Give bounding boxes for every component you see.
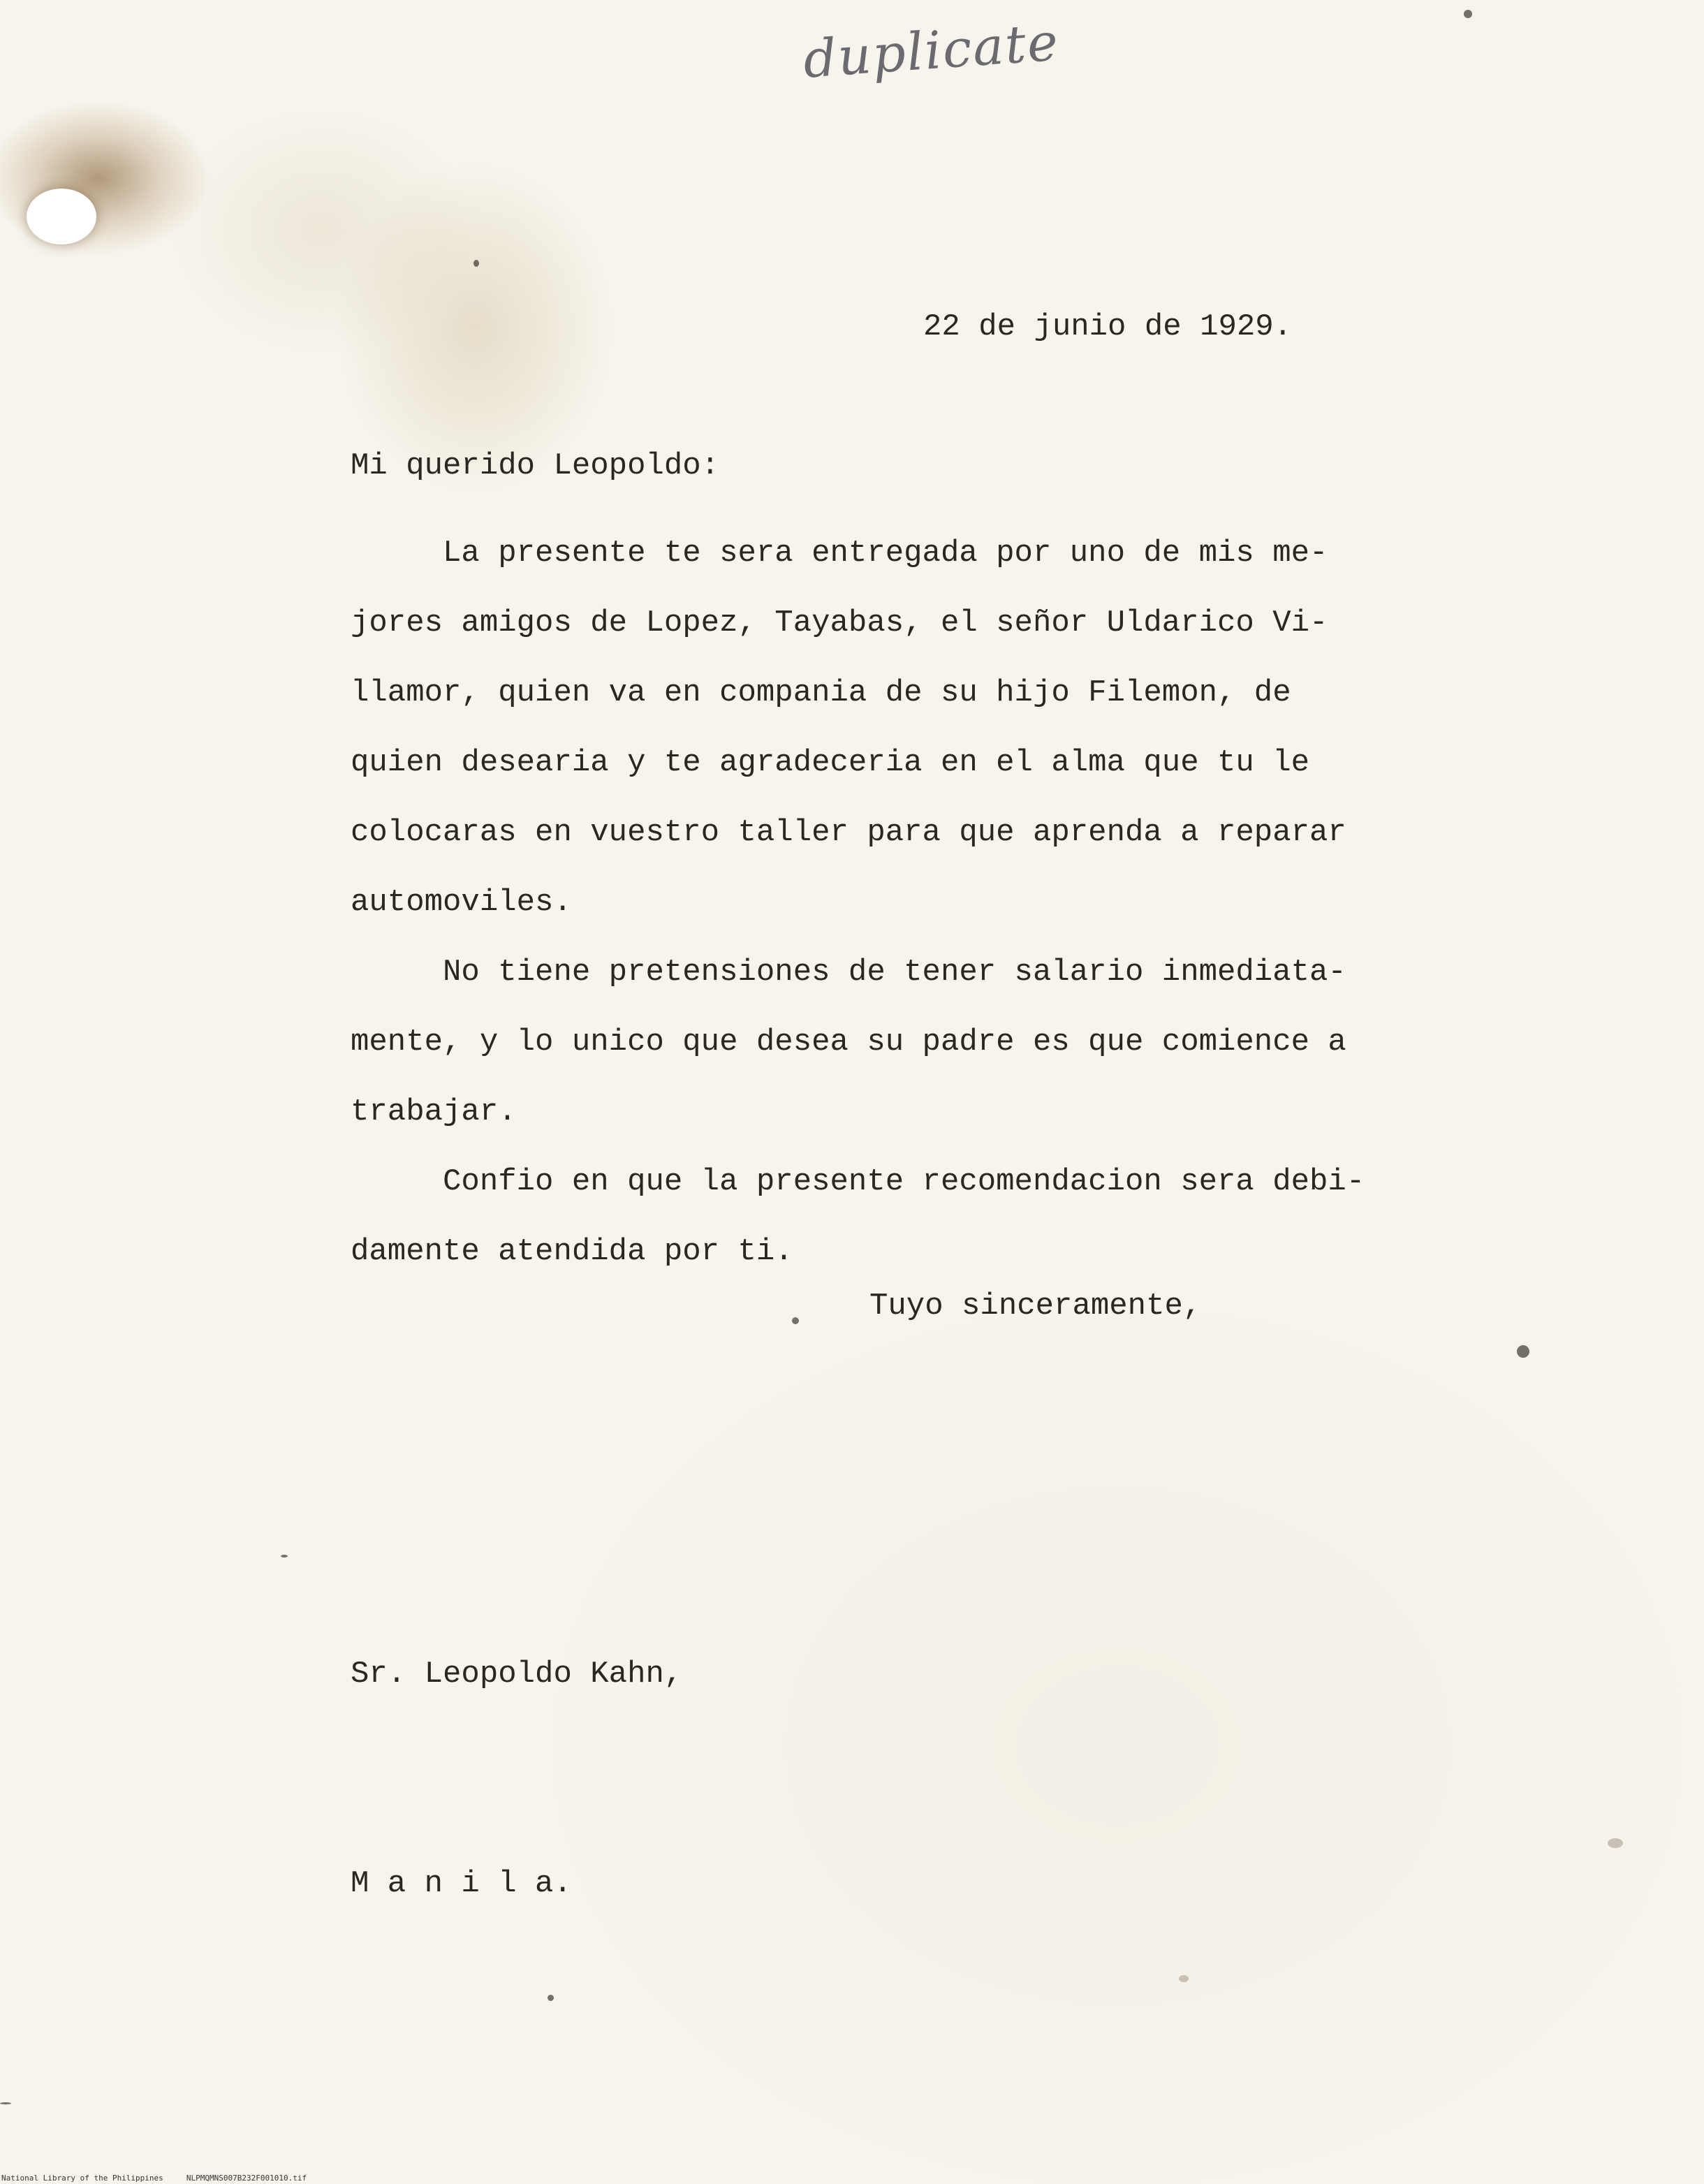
paper-speck bbox=[1608, 1838, 1623, 1848]
paper-speck bbox=[1179, 1975, 1189, 1982]
addressee-city: M a n i l a. bbox=[351, 1866, 572, 1901]
paper-speck bbox=[281, 1555, 288, 1558]
body-line: Confio en que la presente recomendacion sera debi- bbox=[351, 1164, 1365, 1199]
letter-salutation: Mi querido Leopoldo: bbox=[351, 448, 720, 483]
body-line: No tiene pretensiones de tener salario inmediata- bbox=[351, 955, 1346, 990]
body-line: mente, y lo unico que desea su padre es que comience a bbox=[351, 1025, 1346, 1060]
paper-speck bbox=[0, 2102, 11, 2104]
letter-closing: Tuyo sinceramente, bbox=[869, 1289, 1202, 1324]
body-line: La presente te sera entregada por uno de mis me- bbox=[351, 536, 1328, 571]
body-line: damente atendida por ti. bbox=[351, 1234, 793, 1269]
body-line: jores amigos de Lopez, Tayabas, el señor Uldarico Vi- bbox=[351, 606, 1328, 640]
paper-speck bbox=[1517, 1345, 1529, 1358]
letter-body bbox=[351, 518, 1384, 1287]
torn-hole-stain bbox=[27, 189, 96, 244]
handwritten-annotation: duplicate bbox=[801, 12, 1062, 90]
paper-speck bbox=[473, 260, 479, 267]
addressee-block bbox=[351, 1500, 682, 1988]
paper-speck bbox=[792, 1317, 799, 1324]
body-line: colocaras en vuestro taller para que aprenda a reparar bbox=[351, 815, 1346, 850]
body-line: quien desearia y te agradeceria en el alma que tu le bbox=[351, 745, 1310, 780]
body-line: llamor, quien va en compania de su hijo Filemon, de bbox=[351, 675, 1291, 710]
body-line: trabajar. bbox=[351, 1094, 517, 1129]
archive-footer: National Library of the Philippines NLPMQMNS007B232F001010.tif bbox=[1, 2174, 307, 2183]
body-line: automoviles. bbox=[351, 885, 572, 920]
paper-speck bbox=[548, 1995, 554, 2001]
paper-speck bbox=[1464, 10, 1472, 18]
addressee-name: Sr. Leopoldo Kahn, bbox=[351, 1657, 683, 1692]
letter-date: 22 de junio de 1929. bbox=[923, 309, 1293, 344]
